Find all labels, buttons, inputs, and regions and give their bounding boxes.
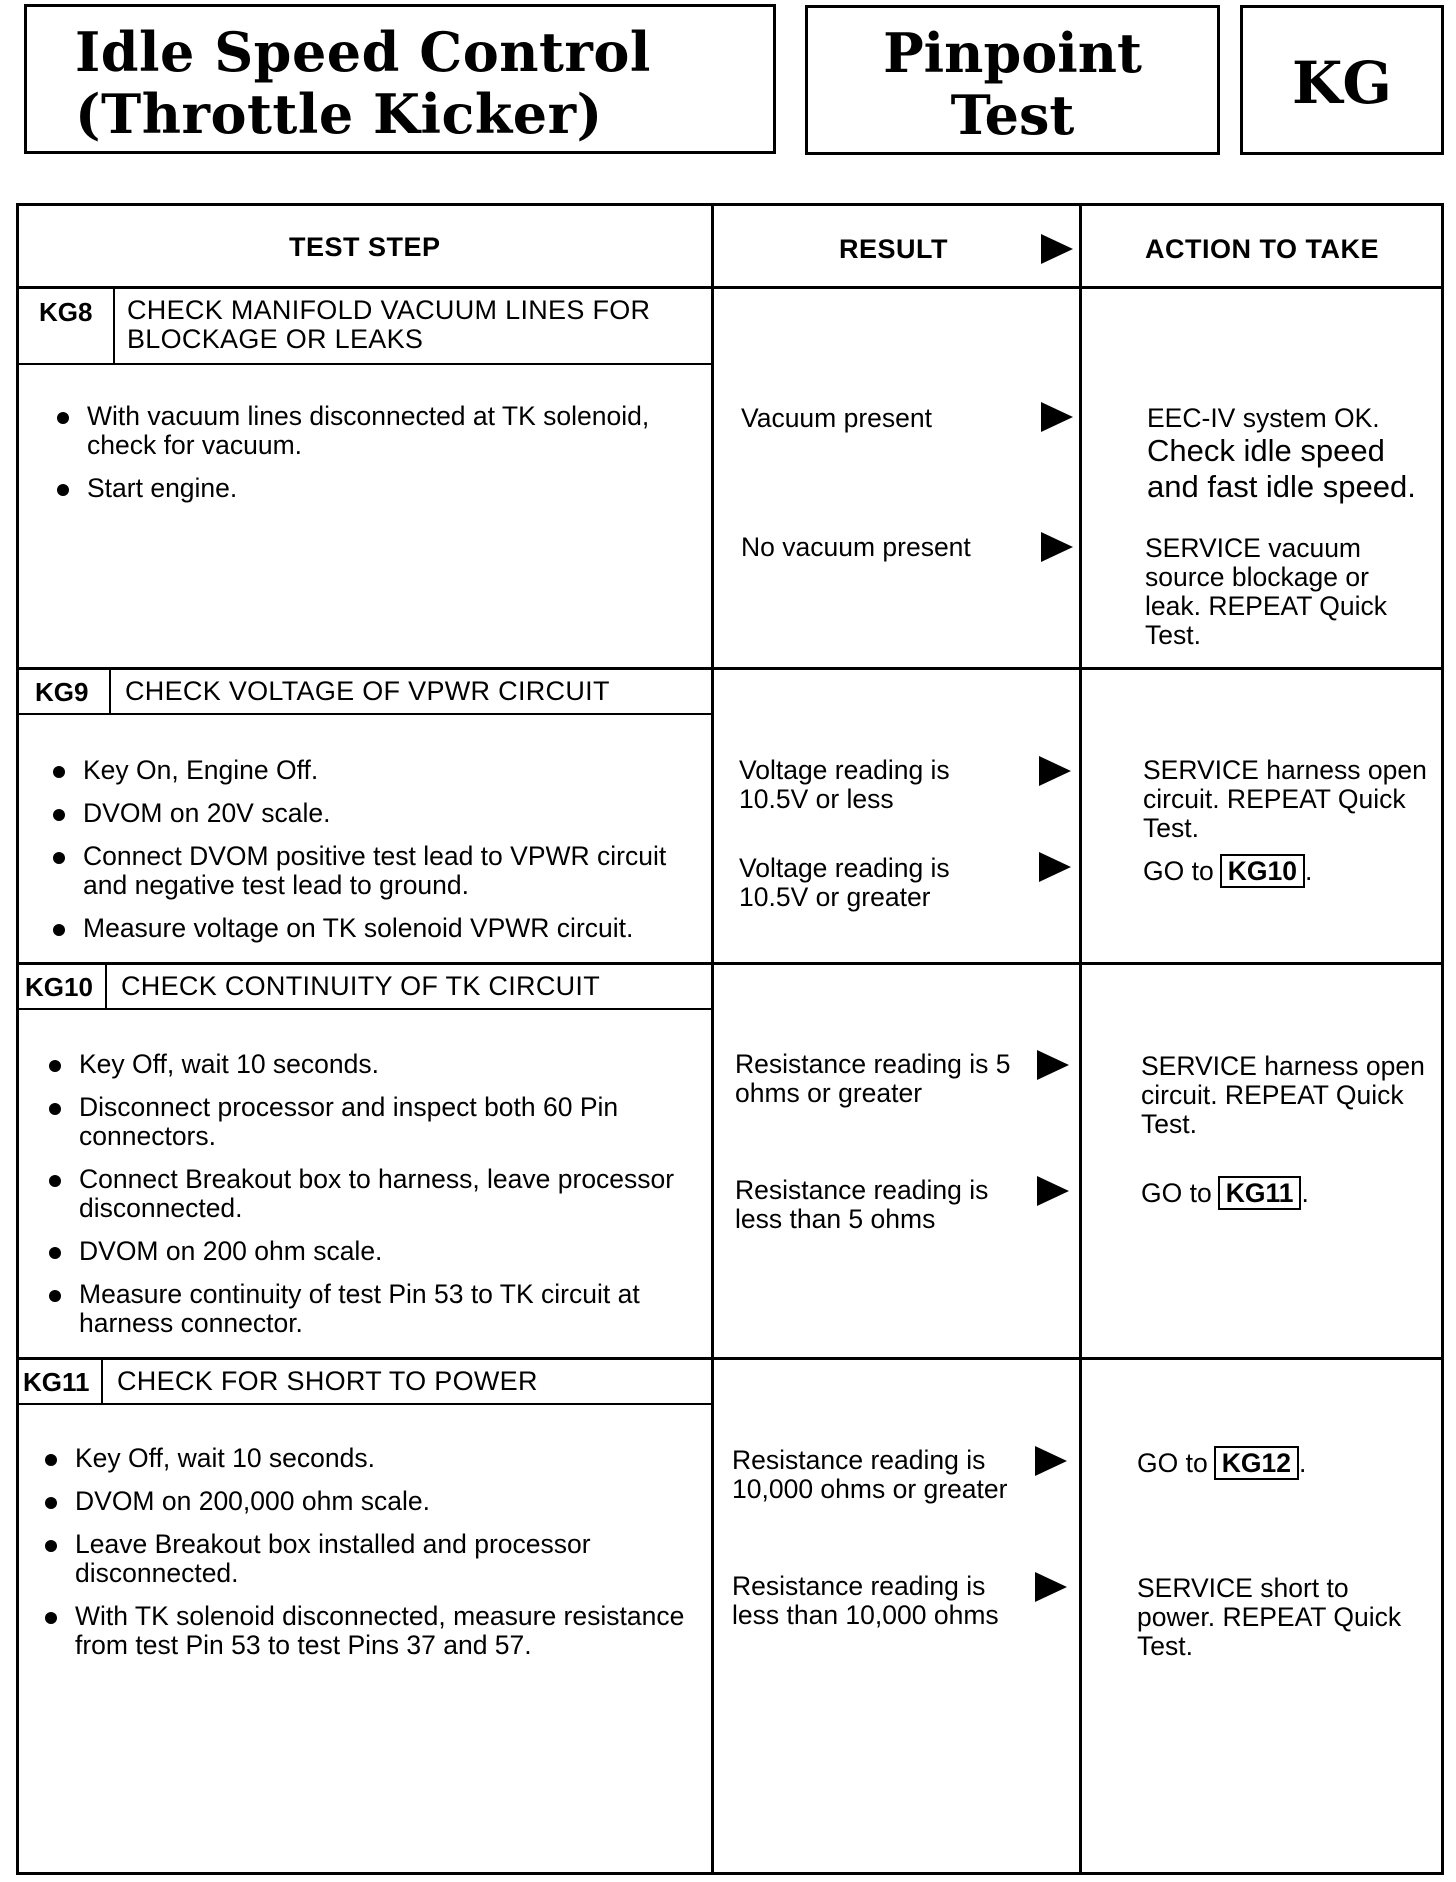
instruction-item: Leave Breakout box installed and processor disconnected.: [45, 1530, 685, 1588]
goto-kg10-ref[interactable]: KG10: [1220, 854, 1305, 888]
title-line-1: Idle Speed Control: [75, 20, 651, 84]
goto-kg12-ref[interactable]: KG12: [1214, 1446, 1299, 1480]
instruction-item: Connect DVOM positive test lead to VPWR circuit and negative test lead to ground.: [53, 842, 693, 900]
instruction-item: With vacuum lines disconnected at TK solenoid, check for vacuum.: [57, 402, 707, 460]
step-id-kg11: KG11: [23, 1367, 90, 1397]
result-text: Resistance reading is less than 10,000 ohms: [732, 1571, 999, 1630]
arrow-icon: [1041, 402, 1073, 432]
action-text: GO to KG10 .: [1143, 856, 1313, 886]
divider-result-action: [1079, 206, 1082, 1872]
divider-step-result: [711, 206, 714, 1872]
instruction-item: With TK solenoid disconnected, measure resistance from test Pin 53 to test Pins 37 and 57.: [45, 1602, 685, 1660]
result-text: Voltage reading is 10.5V or greater: [739, 853, 950, 912]
arrow-icon: [1041, 532, 1073, 562]
result-text: Resistance reading is less than 5 ohms: [735, 1175, 989, 1234]
step-id-divider: [113, 289, 115, 365]
step-title-underline: [19, 1008, 711, 1010]
step-title-underline: [19, 713, 711, 715]
step-title-underline: [19, 1403, 711, 1405]
pinpoint-table: [16, 203, 1444, 1875]
pinpoint-line-1: Pinpoint: [883, 21, 1142, 85]
pinpoint-label: [808, 22, 1217, 146]
instructions-kg9: [53, 756, 693, 957]
instruction-item: Key On, Engine Off.: [53, 756, 693, 785]
step-title-underline: [19, 363, 711, 365]
action-text: GO to KG12 .: [1137, 1448, 1307, 1478]
instruction-item: Measure continuity of test Pin 53 to TK circuit at harness connector.: [49, 1280, 689, 1338]
page-title: [75, 21, 651, 145]
step-title-kg8: CHECK MANIFOLD VACUUM LINES FOR BLOCKAGE OR LEAKS: [127, 295, 651, 354]
test-code: KG: [1292, 49, 1392, 117]
instruction-item: DVOM on 20V scale.: [53, 799, 693, 828]
col-action: ACTION TO TAKE: [1145, 234, 1379, 264]
step-divider: [19, 962, 1441, 965]
arrow-icon: [1035, 1572, 1067, 1602]
step-divider: [19, 1357, 1441, 1360]
result-text: No vacuum present: [741, 532, 971, 562]
arrow-icon: [1035, 1446, 1067, 1476]
code-box: [1240, 5, 1444, 155]
arrow-icon: [1039, 756, 1071, 786]
title-box: [24, 4, 776, 154]
action-text: GO to KG11 .: [1141, 1178, 1309, 1208]
arrow-icon: [1037, 1050, 1069, 1080]
instruction-item: Key Off, wait 10 seconds.: [49, 1050, 689, 1079]
instructions-kg8: [57, 402, 707, 517]
arrow-icon: [1037, 1176, 1069, 1206]
step-id-kg8: KG8: [39, 297, 93, 327]
col-result: RESULT: [839, 234, 948, 264]
action-text: SERVICE short to power. REPEAT Quick Test.: [1137, 1573, 1402, 1661]
result-text: Voltage reading is 10.5V or less: [739, 755, 950, 814]
step-title-kg10: CHECK CONTINUITY OF TK CIRCUIT: [121, 971, 601, 1001]
instructions-kg10: [49, 1050, 689, 1352]
header-divider: [19, 286, 1441, 289]
instruction-item: Connect Breakout box to harness, leave processor disconnected.: [49, 1165, 689, 1223]
step-id-divider: [101, 1360, 103, 1404]
instructions-kg11: [45, 1444, 685, 1674]
instruction-item: Disconnect processor and inspect both 60 Pin connectors.: [49, 1093, 689, 1151]
result-text: Resistance reading is 10,000 ohms or greater: [732, 1445, 1008, 1504]
step-title-kg9: CHECK VOLTAGE OF VPWR CIRCUIT: [125, 676, 610, 706]
action-text: EEC-IV system OK. Check idle speed and fast idle speed.: [1147, 403, 1416, 504]
col-test-step: TEST STEP: [289, 232, 441, 262]
arrow-icon: [1039, 852, 1071, 882]
step-divider: [19, 667, 1441, 670]
instruction-item: Key Off, wait 10 seconds.: [45, 1444, 685, 1473]
action-text: SERVICE vacuum source blockage or leak. REPEAT Quick Test.: [1145, 533, 1388, 650]
instruction-item: Measure voltage on TK solenoid VPWR circuit.: [53, 914, 693, 943]
title-line-2: (Throttle Kicker): [75, 82, 603, 146]
action-text: SERVICE harness open circuit. REPEAT Quick Test.: [1143, 755, 1427, 843]
step-id-kg10: KG10: [25, 972, 93, 1002]
goto-kg11-ref[interactable]: KG11: [1218, 1176, 1302, 1210]
pinpoint-box: [805, 5, 1220, 155]
instruction-item: DVOM on 200,000 ohm scale.: [45, 1487, 685, 1516]
step-id-divider: [105, 965, 107, 1009]
result-arrow-icon: [1041, 234, 1073, 264]
result-text: Vacuum present: [741, 403, 932, 433]
pinpoint-line-2: Test: [950, 83, 1075, 147]
step-id-kg9: KG9: [35, 677, 89, 707]
step-title-kg11: CHECK FOR SHORT TO POWER: [117, 1366, 538, 1396]
instruction-item: DVOM on 200 ohm scale.: [49, 1237, 689, 1266]
instruction-item: Start engine.: [57, 474, 707, 503]
action-text: SERVICE harness open circuit. REPEAT Quick Test.: [1141, 1051, 1425, 1139]
result-text: Resistance reading is 5 ohms or greater: [735, 1049, 1011, 1108]
step-id-divider: [109, 670, 111, 714]
